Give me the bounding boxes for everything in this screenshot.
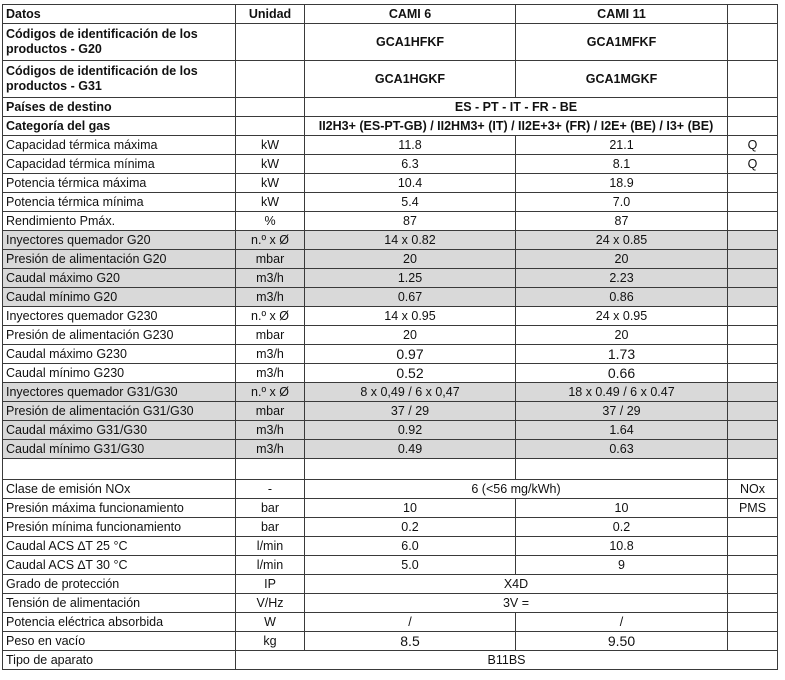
tension-row bbox=[3, 594, 778, 613]
row-label: Potencia eléctrica absorbida bbox=[3, 613, 236, 632]
specifications-sheet bbox=[2, 4, 778, 670]
row-label: Tipo de aparato bbox=[3, 651, 236, 670]
value-model-b: 8.1 bbox=[516, 155, 728, 174]
value-model-a: 8 x 0,49 / 6 x 0,47 bbox=[305, 383, 516, 402]
table-row bbox=[3, 364, 778, 383]
row-symbol bbox=[728, 383, 778, 402]
value-model-a: GCA1HFKF bbox=[305, 24, 516, 61]
value-model-b: 24 x 0.95 bbox=[516, 307, 728, 326]
value-model-b: 0.63 bbox=[516, 440, 728, 459]
table-row bbox=[3, 345, 778, 364]
row-label: Caudal máximo G230 bbox=[3, 345, 236, 364]
blank-cell bbox=[3, 459, 236, 480]
table-row bbox=[3, 269, 778, 288]
row-symbol bbox=[728, 326, 778, 345]
table-row bbox=[3, 556, 778, 575]
value-shared: ES - PT - IT - FR - BE bbox=[305, 98, 728, 117]
row-unit bbox=[236, 61, 305, 98]
row-unit: m3/h bbox=[236, 269, 305, 288]
header-model-a: CAMI 6 bbox=[305, 5, 516, 24]
row-label: Capacidad térmica máxima bbox=[3, 136, 236, 155]
row-unit: kW bbox=[236, 136, 305, 155]
row-label: Caudal ACS ∆T 25 °C bbox=[3, 537, 236, 556]
header-row bbox=[3, 5, 778, 24]
value-model-a: GCA1HGKF bbox=[305, 61, 516, 98]
header-unidad: Unidad bbox=[236, 5, 305, 24]
value-shared: B11BS bbox=[236, 651, 778, 670]
value-model-a: 0.52 bbox=[305, 364, 516, 383]
value-model-a: 5.4 bbox=[305, 193, 516, 212]
row-symbol bbox=[728, 402, 778, 421]
table-row bbox=[3, 537, 778, 556]
row-label: Caudal mínimo G31/G30 bbox=[3, 440, 236, 459]
row-symbol: NOx bbox=[728, 480, 778, 499]
value-model-a: 6.0 bbox=[305, 537, 516, 556]
blank-cell bbox=[516, 459, 728, 480]
value-model-a: 0.49 bbox=[305, 440, 516, 459]
row-symbol bbox=[728, 537, 778, 556]
value-shared: II2H3+ (ES-PT-GB) / II2HM3+ (IT) / II2E+3+ (FR) / I2E+ (BE) / I3+ (BE) bbox=[305, 117, 728, 136]
value-model-b: 20 bbox=[516, 326, 728, 345]
value-model-a: 0.2 bbox=[305, 518, 516, 537]
value-model-b: / bbox=[516, 613, 728, 632]
row-unit: V/Hz bbox=[236, 594, 305, 613]
value-model-b: 9.50 bbox=[516, 632, 728, 651]
value-model-b: 24 x 0.85 bbox=[516, 231, 728, 250]
row-unit: m3/h bbox=[236, 364, 305, 383]
table-row bbox=[3, 231, 778, 250]
row-symbol bbox=[728, 288, 778, 307]
header-model-b: CAMI 11 bbox=[516, 5, 728, 24]
row-unit: kg bbox=[236, 632, 305, 651]
value-model-a: 8.5 bbox=[305, 632, 516, 651]
row-label: Países de destino bbox=[3, 98, 236, 117]
value-model-a: 14 x 0.95 bbox=[305, 307, 516, 326]
row-symbol bbox=[728, 117, 778, 136]
header-datos: Datos bbox=[3, 5, 236, 24]
value-model-b: 2.23 bbox=[516, 269, 728, 288]
row-unit bbox=[236, 24, 305, 61]
value-model-b: 37 / 29 bbox=[516, 402, 728, 421]
value-model-a: 0.92 bbox=[305, 421, 516, 440]
value-model-a: 20 bbox=[305, 250, 516, 269]
code-row bbox=[3, 24, 778, 61]
row-label: Inyectores quemador G20 bbox=[3, 231, 236, 250]
value-model-b: 18.9 bbox=[516, 174, 728, 193]
row-label: Presión de alimentación G230 bbox=[3, 326, 236, 345]
row-unit bbox=[236, 98, 305, 117]
row-symbol bbox=[728, 556, 778, 575]
row-label: Presión de alimentación G31/G30 bbox=[3, 402, 236, 421]
value-model-a: 0.67 bbox=[305, 288, 516, 307]
table-row bbox=[3, 288, 778, 307]
value-model-a: 0.97 bbox=[305, 345, 516, 364]
blank-row bbox=[3, 459, 778, 480]
row-symbol bbox=[728, 193, 778, 212]
value-model-a: 10.4 bbox=[305, 174, 516, 193]
value-model-b: 18 x 0.49 / 6 x 0.47 bbox=[516, 383, 728, 402]
value-model-b: 21.1 bbox=[516, 136, 728, 155]
row-unit: m3/h bbox=[236, 345, 305, 364]
row-symbol bbox=[728, 440, 778, 459]
row-unit: n.º x Ø bbox=[236, 231, 305, 250]
value-model-a: 87 bbox=[305, 212, 516, 231]
value-model-b: 10 bbox=[516, 499, 728, 518]
potencia_el-row bbox=[3, 613, 778, 632]
row-unit: - bbox=[236, 480, 305, 499]
value-model-b: 0.86 bbox=[516, 288, 728, 307]
header-symbol bbox=[728, 5, 778, 24]
row-unit: W bbox=[236, 613, 305, 632]
row-unit: l/min bbox=[236, 537, 305, 556]
table-row bbox=[3, 421, 778, 440]
row-label: Potencia térmica máxima bbox=[3, 174, 236, 193]
row-label: Categoría del gas bbox=[3, 117, 236, 136]
value-model-a: 1.25 bbox=[305, 269, 516, 288]
row-label: Inyectores quemador G230 bbox=[3, 307, 236, 326]
paises-row bbox=[3, 98, 778, 117]
row-symbol bbox=[728, 613, 778, 632]
value-shared: 6 (<56 mg/kWh) bbox=[305, 480, 728, 499]
row-label: Tensión de alimentación bbox=[3, 594, 236, 613]
code-row bbox=[3, 61, 778, 98]
row-label: Códigos de identificación de los productos - G31 bbox=[3, 61, 236, 98]
value-model-a: 10 bbox=[305, 499, 516, 518]
row-label: Caudal máximo G31/G30 bbox=[3, 421, 236, 440]
row-unit: mbar bbox=[236, 326, 305, 345]
value-shared: X4D bbox=[305, 575, 728, 594]
row-symbol bbox=[728, 250, 778, 269]
row-unit: bar bbox=[236, 518, 305, 537]
table-row bbox=[3, 383, 778, 402]
row-symbol bbox=[728, 269, 778, 288]
row-symbol bbox=[728, 575, 778, 594]
value-model-b: 1.64 bbox=[516, 421, 728, 440]
categoria-row bbox=[3, 117, 778, 136]
row-symbol bbox=[728, 98, 778, 117]
value-model-a: 14 x 0.82 bbox=[305, 231, 516, 250]
table-row bbox=[3, 155, 778, 174]
value-model-a: 20 bbox=[305, 326, 516, 345]
row-label: Caudal máximo G20 bbox=[3, 269, 236, 288]
value-model-a: 37 / 29 bbox=[305, 402, 516, 421]
value-model-b: 10.8 bbox=[516, 537, 728, 556]
table-row bbox=[3, 499, 778, 518]
row-symbol: PMS bbox=[728, 499, 778, 518]
row-symbol bbox=[728, 632, 778, 651]
tipo-row bbox=[3, 651, 778, 670]
row-label: Códigos de identificación de los productos - G20 bbox=[3, 24, 236, 61]
row-label: Caudal mínimo G230 bbox=[3, 364, 236, 383]
row-symbol bbox=[728, 364, 778, 383]
proteccion-row bbox=[3, 575, 778, 594]
value-model-b: GCA1MGKF bbox=[516, 61, 728, 98]
table-row bbox=[3, 326, 778, 345]
row-unit: m3/h bbox=[236, 288, 305, 307]
row-symbol bbox=[728, 212, 778, 231]
value-model-b: 20 bbox=[516, 250, 728, 269]
nox-row bbox=[3, 480, 778, 499]
row-unit: n.º x Ø bbox=[236, 383, 305, 402]
row-symbol bbox=[728, 421, 778, 440]
row-label: Inyectores quemador G31/G30 bbox=[3, 383, 236, 402]
value-model-a: 6.3 bbox=[305, 155, 516, 174]
row-label: Clase de emisión NOx bbox=[3, 480, 236, 499]
row-label: Caudal ACS ∆T 30 °C bbox=[3, 556, 236, 575]
row-symbol bbox=[728, 61, 778, 98]
row-unit: n.º x Ø bbox=[236, 307, 305, 326]
value-model-b: 87 bbox=[516, 212, 728, 231]
row-unit: kW bbox=[236, 193, 305, 212]
table-row bbox=[3, 518, 778, 537]
table-row bbox=[3, 136, 778, 155]
row-unit: m3/h bbox=[236, 421, 305, 440]
row-symbol bbox=[728, 594, 778, 613]
table-row bbox=[3, 193, 778, 212]
table-row bbox=[3, 174, 778, 193]
table-row bbox=[3, 307, 778, 326]
row-symbol bbox=[728, 518, 778, 537]
row-unit: l/min bbox=[236, 556, 305, 575]
value-model-b: 0.2 bbox=[516, 518, 728, 537]
value-model-b: 1.73 bbox=[516, 345, 728, 364]
value-model-a: 5.0 bbox=[305, 556, 516, 575]
row-label: Presión mínima funcionamiento bbox=[3, 518, 236, 537]
row-symbol bbox=[728, 231, 778, 250]
specifications-table bbox=[2, 4, 778, 670]
row-unit: IP bbox=[236, 575, 305, 594]
blank-cell bbox=[305, 459, 516, 480]
row-symbol bbox=[728, 307, 778, 326]
row-unit bbox=[236, 117, 305, 136]
row-unit: % bbox=[236, 212, 305, 231]
row-unit: m3/h bbox=[236, 440, 305, 459]
value-model-b: GCA1MFKF bbox=[516, 24, 728, 61]
blank-cell bbox=[728, 459, 778, 480]
table-row bbox=[3, 440, 778, 459]
peso-row bbox=[3, 632, 778, 651]
value-model-b: 0.66 bbox=[516, 364, 728, 383]
table-row bbox=[3, 250, 778, 269]
value-model-a: 11.8 bbox=[305, 136, 516, 155]
row-symbol bbox=[728, 345, 778, 364]
row-label: Presión de alimentación G20 bbox=[3, 250, 236, 269]
row-symbol bbox=[728, 24, 778, 61]
row-label: Grado de protección bbox=[3, 575, 236, 594]
row-symbol: Q bbox=[728, 155, 778, 174]
row-label: Peso en vacío bbox=[3, 632, 236, 651]
value-model-a: / bbox=[305, 613, 516, 632]
blank-cell bbox=[236, 459, 305, 480]
value-model-b: 9 bbox=[516, 556, 728, 575]
table-row bbox=[3, 402, 778, 421]
row-label: Rendimiento Pmáx. bbox=[3, 212, 236, 231]
row-symbol bbox=[728, 174, 778, 193]
row-unit: mbar bbox=[236, 402, 305, 421]
row-unit: kW bbox=[236, 174, 305, 193]
row-label: Capacidad térmica mínima bbox=[3, 155, 236, 174]
row-symbol: Q bbox=[728, 136, 778, 155]
row-label: Caudal mínimo G20 bbox=[3, 288, 236, 307]
row-label: Potencia térmica mínima bbox=[3, 193, 236, 212]
row-label: Presión máxima funcionamiento bbox=[3, 499, 236, 518]
row-unit: bar bbox=[236, 499, 305, 518]
row-unit: kW bbox=[236, 155, 305, 174]
row-unit: mbar bbox=[236, 250, 305, 269]
table-row bbox=[3, 212, 778, 231]
value-model-b: 7.0 bbox=[516, 193, 728, 212]
value-shared: 3V = bbox=[305, 594, 728, 613]
